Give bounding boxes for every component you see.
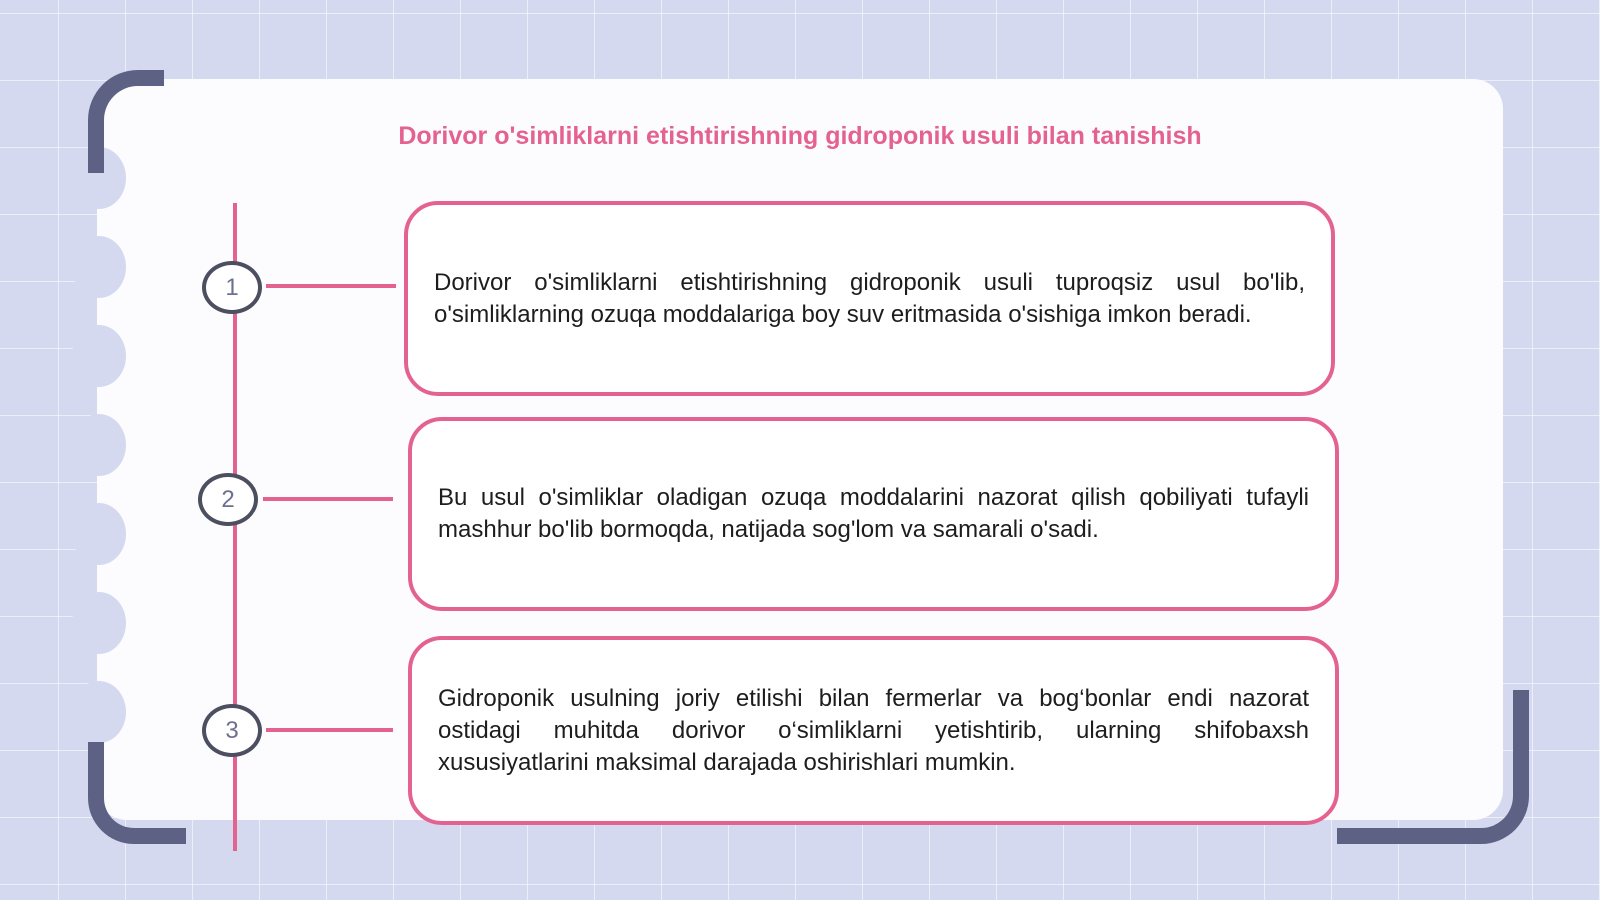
step-3-card bbox=[408, 636, 1339, 825]
corner-bracket-bottom-left bbox=[88, 742, 186, 844]
step-3-connector bbox=[266, 728, 393, 732]
slide-title: Dorivor o'simliklarni etishtirishning gidroponik usuli bilan tanishish bbox=[398, 122, 1202, 150]
sheet-scallop bbox=[72, 681, 126, 743]
step-1-number-badge: 1 bbox=[202, 261, 262, 314]
step-3-number-badge: 3 bbox=[202, 704, 262, 757]
sheet-scallop bbox=[72, 503, 126, 565]
step-2-number-badge: 2 bbox=[198, 473, 258, 526]
step-2-connector bbox=[263, 497, 393, 501]
corner-bracket-top-left bbox=[88, 70, 164, 173]
corner-bracket-bottom-right bbox=[1337, 690, 1529, 844]
sheet-scallop bbox=[72, 414, 126, 476]
step-2-card bbox=[408, 417, 1339, 611]
sheet-scallop bbox=[72, 236, 126, 298]
step-1-text: Dorivor o'simliklarni etishtirishning gidroponik usuli tuproqsiz usul bo'lib, o'simliklarning ozuqa moddalariga boy suv eritmasida o'sishiga imkon beradi. bbox=[434, 268, 1305, 328]
step-2-text: Bu usul o'simliklar oladigan ozuqa moddalarini nazorat qilish qobiliyati tufayli mashhur bo'lib bormoqda, natijada sog'lom va samarali o'sadi. bbox=[438, 484, 1309, 543]
sheet-scallop bbox=[72, 592, 126, 654]
step-1-connector bbox=[266, 284, 396, 288]
step-1-card bbox=[404, 201, 1335, 396]
sheet-scallop bbox=[72, 325, 126, 387]
step-3-text: Gidroponik usulning joriy etilishi bilan fermerlar va bog‘bonlar endi nazorat ostidagi muhitda dorivor o‘simliklarni yetishtirib, ularning shifobaxsh xususiyatlarini maksimal darajada oshirishlari mumkin. bbox=[438, 684, 1309, 776]
